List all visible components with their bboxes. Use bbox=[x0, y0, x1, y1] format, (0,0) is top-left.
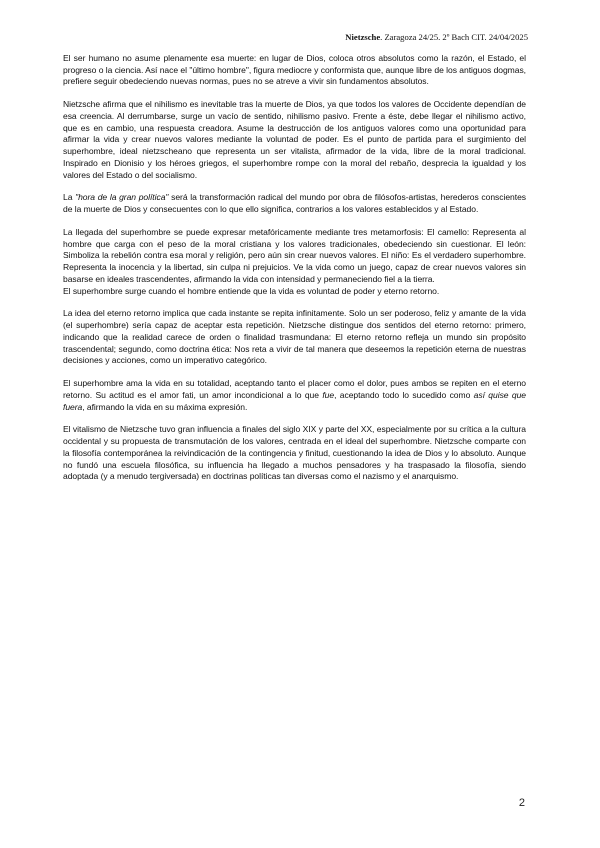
body-text bbox=[63, 53, 526, 494]
paragraph-eterno-retorno: La idea del eterno retorno implica que cada instante se repita infinitamente. Solo un ser poderoso, feliz y amante de la vida (el superhombre) sería capaz de aceptar esta repetición. Nietzsche distingue dos sentidos del eterno retorno: primero, indicando que la realidad carece de orden o finalidad trasmundana: El eterno retorno refleja un mundo sin propósito trascendental; segundo, como doctrina ética: Nos reta a vivir de tal manera que deseemos la repetición eterna de nuestras decisiones y acciones, como un imperativo categórico. bbox=[63, 308, 526, 366]
amor-fati-b: , aceptando todo lo sucedido como bbox=[334, 389, 474, 400]
paragraph-influencia: El vitalismo de Nietzsche tuvo gran influencia a finales del siglo XIX y parte del XX, especialmente por su crítica a la cultura occidental y su propuesta de transmutación de los valores, centrada en el ideal del superhombre. Nietzsche comparte con la filosofía contemporánea la reivindicación de la contingencia y finitud, cuestionando la idea de Dios y lo absoluto. Aunque no fundó una escuela filosófica, su influencia ha llegado a muchos pensadores y ha traspasado la filosofía, siendo adoptada (y a menudo tergiversada) en doctrinas políticas tan diversas como el nazismo y el anarquismo. bbox=[63, 424, 526, 482]
running-header bbox=[345, 32, 528, 42]
amor-fati-fue: fue bbox=[322, 389, 335, 400]
paragraph-superhombre-surge: El superhombre surge cuando el hombre entiende que la vida es voluntad de poder y eterno retorno. bbox=[63, 285, 440, 296]
paragraph-amor-fati bbox=[63, 378, 526, 413]
header-info: . Zaragoza 24/25. 2º Bach CIT. 24/04/2025 bbox=[380, 32, 528, 42]
gran-politica-prefix: La bbox=[63, 192, 76, 203]
paragraph-nihilismo: Nietzsche afirma que el nihilismo es inevitable tras la muerte de Dios, ya que todos los valores de Occidente dependían de esa creencia. Al derrumbarse, surge un vacío de sentido, nihilismo pasivo. Frente a éste, debe llegar el nihilismo activo, que es en cambio, una respuesta creadora. Asume la destrucción de los antiguos valores como una oportunidad para afirmar la vida y crear nuevos valores mediante la voluntad de poder. Es el punto de partida para el surgimiento del superhombre, ideal nietzscheano que representa un ser vitalista, afirmador de la vida, libre de la moral tradicional. Inspirado en Dionisio y los héroes griegos, el superhombre rompe con la moral del rebaño, desprecia la igualdad y los valores del Estado o del socialismo. bbox=[63, 99, 526, 180]
paragraph-metamorfosis: La llegada del superhombre se puede expresar metafóricamente mediante tres metamorfosis: El camello: Representa al hombre que carga con el peso de la moral cristiana y los valores tradicionales, obedeciendo sin cuestionar. El león: Simboliza la rebelión contra esa moral y religión, pero aún sin crear nuevos valores. El niño: Es el verdadero superhombre. Representa la inocencia y la libertad, sin culpa ni prejuicios. Ve la vida como un juego, capaz de crear nuevos valores sin basarse en ideales trascendentes, afirmando la vida con intensidad y permaneciendo fiel a la tierra. bbox=[63, 227, 526, 284]
paragraph-gran-politica bbox=[63, 192, 526, 215]
amor-fati-c: , afirmando la vida en su máxima expresión. bbox=[82, 401, 248, 412]
page-number: 2 bbox=[518, 797, 525, 809]
gran-politica-rest: será la transformación radical del mundo por obra de filósofos-artistas, herederos conscientes de la muerte de Dios y consecuentes con lo que ello significa, contrarios a los valores establecidos y al Estado. bbox=[63, 192, 526, 215]
header-author: Nietzsche bbox=[345, 32, 381, 42]
paragraph-ultimo-hombre: El ser humano no asume plenamente esa muerte: en lugar de Dios, coloca otros absolutos como la razón, el Estado, el progreso o la ciencia. Así nace el "último hombre", figura mediocre y conformista que, aunque libre de los antiguos dogmas, prefiere seguir obedeciendo nuevas normas, pues no se atreve a vivir sin fundamentos absolutos. bbox=[63, 53, 526, 87]
amor-fati-quise: así quise que fuera bbox=[63, 389, 526, 412]
gran-politica-emphasis: "hora de la gran política" bbox=[75, 192, 169, 203]
amor-fati-a: El superhombre ama la vida en su totalidad, aceptando tanto el placer como el dolor, pues ambos se repiten en el eterno retorno. Su actitud es el amor fati, un amor incondicional a lo que bbox=[63, 378, 526, 400]
